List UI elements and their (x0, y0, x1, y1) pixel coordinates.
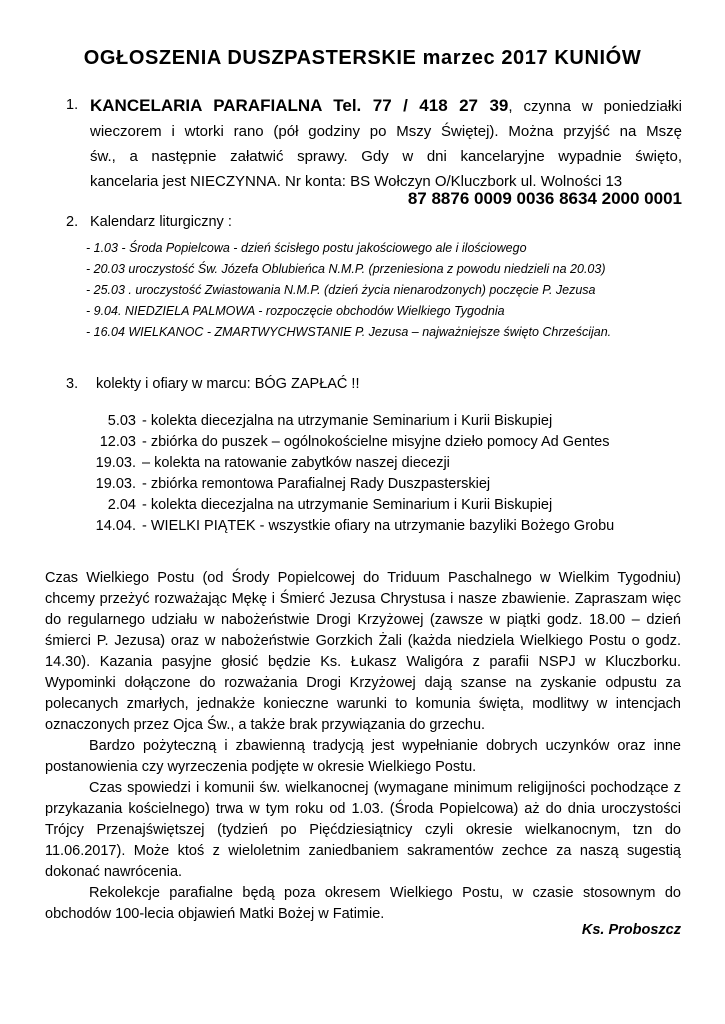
collection-item (92, 495, 614, 516)
collection-date: 19.03. (95, 455, 136, 471)
collections-list (92, 411, 614, 537)
collection-item (92, 516, 614, 537)
collection-text: - zbiórka remontowa Parafialnej Rady Duszpasterskiej (142, 476, 491, 492)
calendar-item: - 9.04. NIEDZIELA PALMOWA - rozpoczęcie obchodów Wielkiego Tygodnia (86, 304, 505, 318)
collection-date: 19.03. (95, 476, 136, 492)
collection-date: 14.04. (95, 518, 136, 534)
collection-text: - zbiórka do puszek – ogólnokościelne misyjne dzieło pomocy Ad Gentes (142, 434, 610, 450)
paragraph-confession: Czas spowiedzi i komunii św. wielkanocnej (wymagane minimum religijności pochodzące z przykazania kościelnego) trwa w tym roku od 1.03. (Środa Popielcowa) aż do dnia uroczystości Trójcy Przenajświętszej (tydzień po Pięćdziesiątnicy czyli okresie wielkanocnym, tzn do 11.06.2017). Może ktoś z wieloletnim zaniedbaniem sakramentów zechce za naszą sugestią dokonać nawrócenia. (45, 780, 681, 880)
office-line-3: św., a następnie załatwić sprawy. Gdy w dni kancelaryjne wypadnie święto, (90, 148, 682, 165)
collection-item (92, 432, 614, 453)
office-hours-start: , czynna w poniedziałki (508, 98, 682, 115)
office-heading: KANCELARIA PARAFIALNA Tel. 77 / 418 27 39 (90, 96, 509, 115)
signature: Ks. Proboszcz (581, 922, 681, 938)
paragraph-good-deeds: Bardzo pożyteczną i zbawienną tradycją jest wypełnianie dobrych uczynków oraz inne postanowienia czy wyrzeczenia podjęte w okresie Wielkiego Postu. (45, 738, 681, 775)
lent-message (45, 568, 681, 925)
collection-date: 2.04 (107, 497, 136, 513)
paragraph-retreat: Rekolekcje parafialne będą poza okresem Wielkiego Postu, w czasie stosownym do obchodów 100-lecia objawień Matki Bożej w Fatimie. (45, 885, 681, 922)
collections-heading: kolekty i ofiary w marcu: BÓG ZAPŁAĆ !! (96, 376, 360, 392)
section-3-number: 3. (66, 376, 79, 392)
office-line-2: wieczorem i wtorki rano (pół godziny po Mszy Świętej). Można przyjść na Mszę (90, 123, 682, 140)
collection-text: - kolekta diecezjalna na utrzymanie Seminarium i Kurii Biskupiej (142, 413, 553, 429)
office-line-1 (90, 93, 682, 119)
calendar-item: - 25.03 . uroczystość Zwiastowania N.M.P. (dzień życia nienarodzonych) poczęcie P. Jezusa (86, 283, 596, 297)
section-2-number: 2. (66, 214, 79, 230)
collection-date: 12.03 (99, 434, 136, 450)
collection-item (92, 474, 614, 495)
office-line-4: kancelaria jest NIECZYNNA. Nr konta: BS Wołczyn O/Kluczbork ul. Wolności 13 (90, 173, 623, 190)
liturgical-calendar-list (86, 238, 611, 343)
collection-date: 5.03 (107, 413, 136, 429)
section-1-number: 1. (66, 97, 79, 113)
calendar-heading: Kalendarz liturgiczny : (90, 214, 232, 230)
collection-item (92, 411, 614, 432)
collection-item (92, 453, 614, 474)
calendar-item: - 16.04 WIELKANOC - ZMARTWYCHWSTANIE P. Jezusa – najważniejsze święto Chrześcijan. (86, 325, 612, 339)
section-office (90, 93, 682, 194)
bank-account-number: 87 8876 0009 0036 8634 2000 0001 (407, 189, 682, 208)
collection-text: - WIELKI PIĄTEK - wszystkie ofiary na utrzymanie bazyliki Bożego Grobu (142, 518, 615, 534)
page-title: OGŁOSZENIA DUSZPASTERSKIE marzec 2017 KUNIÓW (83, 47, 642, 69)
collection-text: - kolekta diecezjalna na utrzymanie Seminarium i Kurii Biskupiej (142, 497, 553, 513)
paragraph-lent-intro: Czas Wielkiego Postu (od Środy Popielcowej do Triduum Paschalnego w Wielkim Tygodniu) chcemy przeżyć rozważając Mękę i Śmierć Jezusa Chrystusa i nasze zbawienie. Zapraszam więc do regularnego udziału w nabożeństwie Drogi Krzyżowej (zawsze w piątki godz. 18.00 – dzień śmierci P. Jezusa) oraz w nabożeństwie Gorzkich Żali (każda niedziela Wielkiego Postu o godz. 14.30). Kazania pasyjne głosić będzie Ks. Łukasz Waligóra z parafii NSPJ w Kluczborku. Wypominki dołączone do rozważania Drogi Krzyżowej dają szanse na zyskanie odpustu za polecanych zmarłych, jednakże konieczne warunki to komunia święta, modlitwy w intencjach oznaczonych przez Ojca Św., a także brak przywiązania do grzechu. (45, 570, 681, 733)
calendar-item: - 1.03 - Środa Popielcowa - dzień ścisłego postu jakościowego ale i ilościowego (86, 241, 527, 255)
calendar-item: - 20.03 uroczystość Św. Józefa Oblubieńca N.M.P. (przeniesiona z powodu niedzieli na 20.03) (86, 262, 606, 276)
collection-text: – kolekta na ratowanie zabytków naszej diecezji (142, 455, 450, 471)
